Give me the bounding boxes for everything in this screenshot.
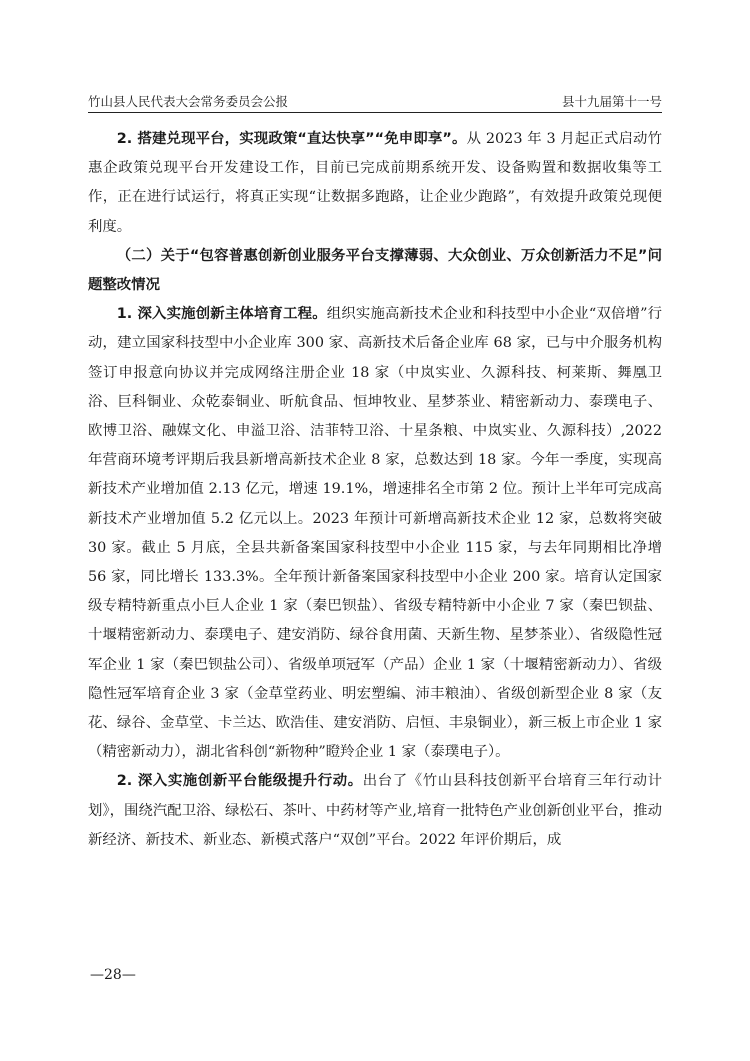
page-header (88, 90, 662, 113)
paragraph (88, 300, 662, 767)
paragraph (88, 767, 662, 855)
header-issue-number: 县十九届第十一号 (561, 94, 662, 109)
paragraph-lead: 2. 搭建兑现平台，实现政策“直达快享”“免申即享”。 (116, 131, 467, 147)
paragraph-lead: 1. 深入实施创新主体培育工程。 (116, 306, 327, 323)
paragraph-text: 出台了《竹山县科技创新平台培育三年行动计划》，围绕汽配卫浴、绿松石、茶叶、中药材等产业,培育一批特色产业创新创业平台，推动新经济、新技术、新业态、新模式落户“双创”平台。2022 年评价期后，成 (88, 773, 662, 848)
page-number: —28— (90, 967, 136, 983)
paragraph-text: 组织实施高新技术企业和科技型中小企业“双倍增”行动，建立国家科技型中小企业库 300 家、高新技术后备企业库 68 家，已与中介服务机构签订申报意向协议并完成网络注册企业 18 家（中岚实业、久源科技、柯莱斯、舞凰卫浴、巨科铜业、众乾泰铜业、昕航食品、恒坤牧业、星梦茶业、精密新动力、泰璞电子、欧博卫浴、融媒文化、申溢卫浴、洁菲特卫浴、十星条粮、中岚实业、久源科技）,2022 年营商环境考评期后我县新增高新技术企业 8 家，总数达到 18 家。今年一季度，实现高新技术产业增加值 2.13 亿元，增速 19.1%，增速排名全市第 2 位。预计上半年可完成高新技术产业增加值 5.2 亿元以上。2023 年预计可新增高新技术企业 12 家，总数将突破 30 家。截止 5 月底，全县共新备案国家科技型中小企业 115 家，与去年同期相比净增 56 家，同比增长 133.3%。全年预计新备案国家科技型中小企业 200 家。培育认定国家级专精特新重点小巨人企业 1 家（秦巴钡盐）、省级专精特新中小企业 7 家（秦巴钡盐、十堰精密新动力、泰璞电子、建安消防、绿谷食用菌、天新生物、星梦茶业）、省级隐性冠军企业 1 家（秦巴钡盐公司）、省级单项冠军（产品）企业 1 家（十堰精密新动力）、省级隐性冠军培育企业 3 家（金草堂药业、明宏塑编、沛丰粮油）、省级创新型企业 8 家（友花、绿谷、金草堂、卡兰达、欧浩佳、建安消防、启恒、丰泉铜业），新三板上市企业 1 家（精密新动力），湖北省科创“新物种”瞪羚企业 1 家（泰璞电子）。 (88, 306, 662, 761)
document-body (88, 125, 662, 855)
paragraph-text: 从 2023 年 3 月起正式启动竹惠企政策兑现平台开发建设工作，目前已完成前期系统开发、设备购置和数据收集等工作，正在进行试运行，将真正实现“让数据多跑路，让企业少跑路”，有效提升政策兑现便利度。 (88, 131, 662, 235)
paragraph-lead: 2. 深入实施创新平台能级提升行动。 (116, 773, 363, 790)
section-heading: （二）关于“包容普惠创新创业服务平台支撑薄弱、大众创业、万众创新活力不足”问题整改情况 (88, 247, 662, 294)
paragraph (88, 125, 662, 242)
header-publication-title: 竹山县人民代表大会常务委员会公报 (88, 94, 289, 109)
